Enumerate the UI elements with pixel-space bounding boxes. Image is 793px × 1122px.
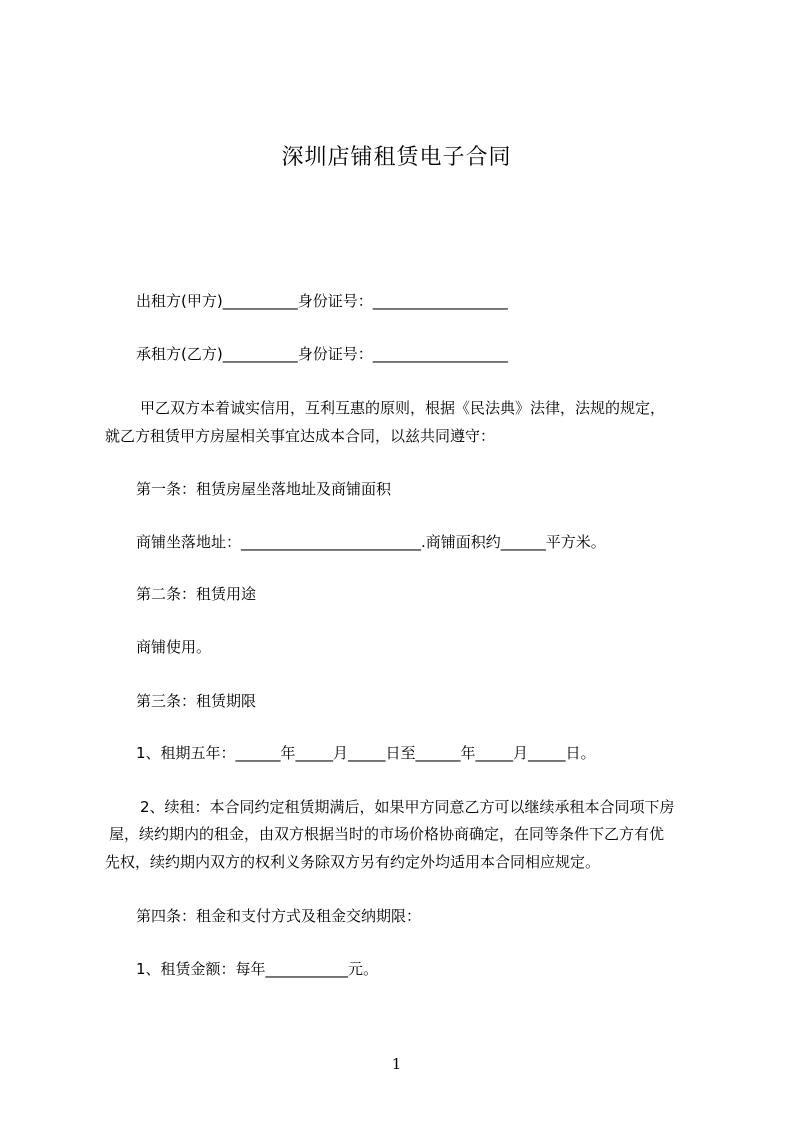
- page-number: 1: [391, 1055, 402, 1073]
- preamble-line-1: 甲乙双方本着诚实信用，互利互惠的原则，根据《民法典》法律，法规的规定，: [140, 399, 666, 417]
- renewal-line-2: 屋，续约期内的租金，由双方根据当时的市场价格协商确定，在同等条件下乙方有优: [109, 825, 665, 843]
- renewal-line-1: 2、续租：本合同约定租赁期满后，如果甲方同意乙方可以继续承租本合同项下房: [140, 798, 675, 816]
- lessee-line: 承租方(乙方)__________身份证号：__________________: [136, 345, 508, 363]
- article-4-heading: 第四条：租金和支付方式及租金交纳期限：: [136, 907, 422, 925]
- shop-address-line: 商铺坐落地址：________________________.商铺面积约______平方米。: [136, 533, 606, 551]
- lease-term-line: 1、租期五年：______年_____月_____日至______年_____月_____日。: [136, 744, 596, 762]
- contract-title: 深圳店铺租赁电子合同: [281, 145, 512, 170]
- preamble-line-2: 就乙方租赁甲方房屋相关事宜达成本合同，以兹共同遵守：: [105, 427, 496, 445]
- usage-line: 商铺使用。: [136, 638, 212, 656]
- renewal-line-3: 先权，续约期内双方的权利义务除双方另有约定外均适用本合同相应规定。: [105, 853, 601, 871]
- rent-amount-line: 1、租赁金额：每年___________元。: [136, 960, 379, 978]
- article-2-heading: 第二条：租赁用途: [136, 585, 257, 603]
- article-3-heading: 第三条：租赁期限: [136, 692, 257, 710]
- article-1-heading: 第一条：租赁房屋坐落地址及商铺面积: [136, 480, 392, 498]
- lessor-line: 出租方(甲方)__________身份证号：__________________: [136, 292, 508, 310]
